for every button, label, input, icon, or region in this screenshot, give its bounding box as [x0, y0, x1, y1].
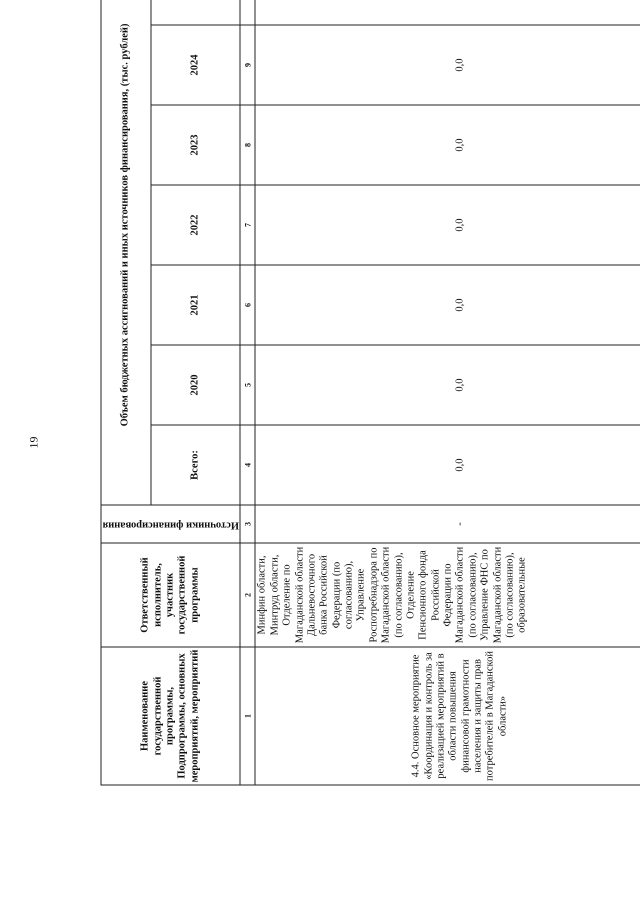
- column-number: 2: [240, 543, 255, 647]
- header-group: Объем бюджетных ассигнований и иных источников финансирования, (тыс. рублей): [101, 0, 151, 505]
- row-value-2024: 0,0: [255, 25, 640, 105]
- column-number: 8: [240, 105, 255, 185]
- row-source: -: [255, 505, 640, 543]
- table-row: [255, 0, 640, 785]
- header-source-text: Источники финансирования: [102, 519, 239, 531]
- column-number: 7: [240, 185, 255, 265]
- header-executor: Ответственный исполнитель, участник государственной программы: [101, 543, 240, 647]
- column-number: 9: [240, 25, 255, 105]
- header-year-2024: 2024: [151, 25, 241, 105]
- row-executors: Минфин области, Минтруд области, Отделение по Магаданской области Дальневосточного банка Российской Федерации (по согласованию), Управление Роспотребнадзора по Магаданской области (по согласованию), Отделение Пенсионного фонда Российской Федерации по Магаданской области (по согласованию), Управление ФНС по Магаданской области (по согласованию), образовательные: [255, 543, 640, 647]
- row-name: 4.4. Основное мероприятие «Координация и контроль за реализацией мероприятий в области повышения финансовой грамотности населения и защиты прав потребителей в Магаданской области»: [255, 647, 640, 785]
- header-year-2021: 2021: [151, 265, 241, 345]
- row-value-total: 0,0: [255, 425, 640, 505]
- header-year-2020: 2020: [151, 345, 241, 425]
- row-value-2020: 0,0: [255, 345, 640, 425]
- row-value-2025: [255, 0, 640, 25]
- column-number: 6: [240, 265, 255, 345]
- header-year-2022: 2022: [151, 185, 241, 265]
- column-number: 4: [240, 425, 255, 505]
- column-number: 5: [240, 345, 255, 425]
- column-number: [240, 0, 255, 25]
- row-value-2022: 0,0: [255, 185, 640, 265]
- column-number-row: [240, 0, 255, 785]
- row-value-2023: 0,0: [255, 105, 640, 185]
- financing-table: [101, 0, 640, 786]
- column-number: 1: [240, 647, 255, 785]
- header-year-2025: [151, 0, 241, 25]
- rotated-table-container: [101, 0, 640, 786]
- header-source: [101, 505, 240, 543]
- header-name: Наименование государственной программы, Подпрограммы, основных мероприятий, мероприятий: [101, 647, 240, 785]
- page-number: 19: [26, 436, 41, 449]
- row-value-2021: 0,0: [255, 265, 640, 345]
- header-year-total: Всего:: [151, 425, 241, 505]
- header-year-2023: 2023: [151, 105, 241, 185]
- column-number: 3: [240, 505, 255, 543]
